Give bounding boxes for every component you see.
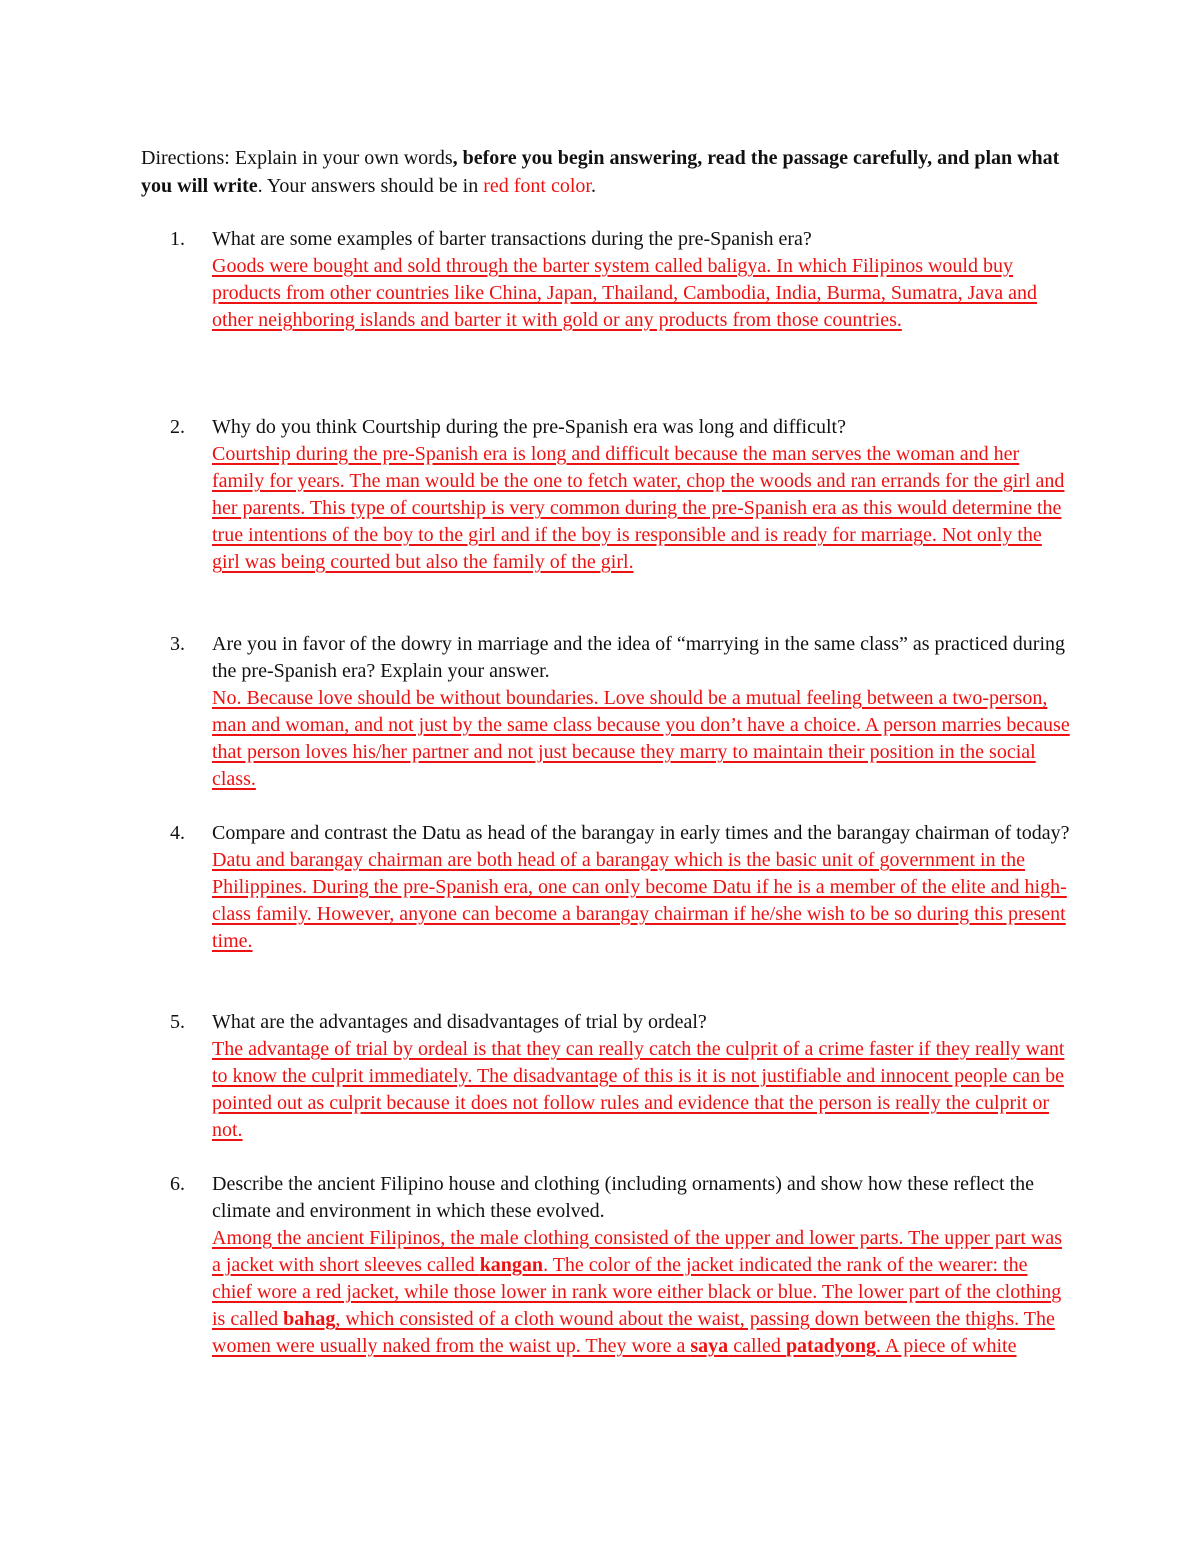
question-number: 6. <box>170 1173 185 1195</box>
question-number: 4. <box>170 822 185 844</box>
answer-text: Goods were bought and sold through the barter system called baligya. In which Filipinos would buy products from other countries like China, Japan, Thailand, Cambodia, India, Burma, Sumatra, Java and other neighboring islands and barter it with gold or any products from those countries. <box>212 255 1037 331</box>
directions-paragraph <box>141 144 1081 200</box>
term-patadyong: patadyong <box>785 1335 876 1357</box>
answer-text: Courtship during the pre-Spanish era is long and difficult because the man serves the woman and her family for years. The man would be the one to fetch water, chop the woods and ran errands for the girl and her parents. This type of courtship is very common during the pre-Spanish era as this would determine the true intentions of the boy to the girl and if the boy is responsible and is ready for marriage. Not only the girl was being courted but also the family of the girl. <box>212 443 1065 573</box>
directions-prefix: Directions: Explain in your own words <box>141 147 453 169</box>
answer-segment: . A piece of white <box>875 1335 1017 1357</box>
answer-segment: called <box>728 1335 786 1357</box>
answer-segment: . The color of the jacket indicated the rank of the wearer: the chief wore a red jacket, while those lower in rank wore either black or blue. The lower part of the clothing is called <box>212 1254 1062 1330</box>
answer-segment: Among the ancient Filipinos, the male clothing consisted of the upper and lower parts. The upper part was a jacket with short sleeves called <box>212 1227 1062 1276</box>
question-body <box>212 1009 1072 1144</box>
question-text: Are you in favor of the dowry in marriage and the idea of “marrying in the same class” as practiced during the pre-Spanish era? Explain your answer. <box>212 633 1066 682</box>
question-number: 2. <box>170 416 185 438</box>
question-number: 3. <box>170 633 185 655</box>
term-kangan: kangan <box>479 1254 544 1276</box>
term-bahag: bahag <box>283 1308 336 1330</box>
question-body <box>212 414 1072 576</box>
answer-text: The advantage of trial by ordeal is that they can really catch the culprit of a crime faster if they really want to know the culprit immediately. The disadvantage of this is it is not justifiable and innocent people can be pointed out as culprit because it does not follow rules and evidence that the person is really the culprit or not. <box>212 1038 1065 1141</box>
question-number: 5. <box>170 1011 185 1033</box>
question-text: What are some examples of barter transactions during the pre-Spanish era? <box>212 228 812 250</box>
answer-segment: , which consisted of a cloth wound about the waist, passing down between the thighs. The women were usually naked from the waist up. They wore a <box>212 1308 1055 1357</box>
answer-text: No. Because love should be without boundaries. Love should be a mutual feeling between a two-person, man and woman, and not just by the same class because you don’t have a choice. A person marries because that person loves his/her partner and not just because they marry to maintain their position in the social class. <box>212 687 1070 790</box>
question-text: Describe the ancient Filipino house and clothing (including ornaments) and show how these reflect the climate and environment in which these evolved. <box>212 1173 1035 1222</box>
question-body <box>212 631 1072 793</box>
question-text: What are the advantages and disadvantages of trial by ordeal? <box>212 1011 707 1033</box>
answer-text <box>212 1225 1072 1360</box>
term-saya: saya <box>690 1335 729 1357</box>
question-number: 1. <box>170 228 185 250</box>
directions-suffix: . <box>590 175 596 197</box>
question-text: Why do you think Courtship during the pre-Spanish era was long and difficult? <box>212 416 846 438</box>
question-body <box>212 226 1072 334</box>
directions-middle: . Your answers should be in <box>257 175 484 197</box>
answer-text: Datu and barangay chairman are both head of a barangay which is the basic unit of government in the Philippines. During the pre-Spanish era, one can only become Datu if he is a member of the elite and high-class family. However, anyone can become a barangay chairman if he/she wish to be so during this present time. <box>212 849 1067 952</box>
question-text: Compare and contrast the Datu as head of the barangay in early times and the barangay chairman of today? <box>212 822 1070 844</box>
directions-bold-instruction: , before you begin answering, read the passage carefully, and plan what you will write <box>141 147 1060 197</box>
directions-red-text: red font color <box>483 175 591 197</box>
question-body <box>212 820 1072 955</box>
question-body <box>212 1171 1072 1360</box>
